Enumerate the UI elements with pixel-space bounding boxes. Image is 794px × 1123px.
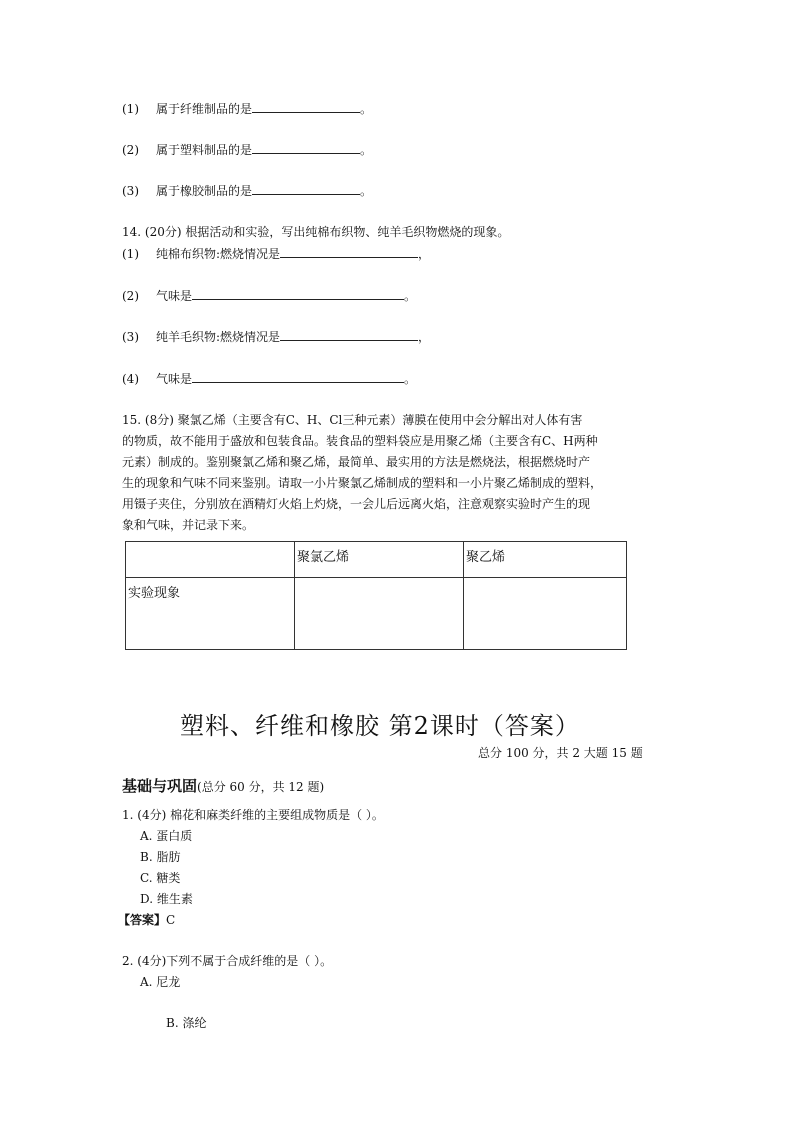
- q13-item-3-num: (3): [122, 184, 139, 198]
- a-q1-answer: [118, 911, 175, 928]
- q13-item-2-num: (2): [122, 143, 139, 157]
- a-q1-answer-value: C: [166, 913, 176, 927]
- q14-stem: 14. (20分) 根据活动和实验，写出纯棉布织物、纯羊毛织物燃烧的现象。: [122, 225, 510, 239]
- a-q1-answer-label: 【答案】: [118, 913, 167, 927]
- a-q2-stem: 2. (4分)下列不属于合成纤维的是（ ）。: [122, 954, 333, 968]
- q14-item-2-blank[interactable]: [192, 287, 404, 300]
- q15-line-2: 的物质，故不能用于盛放和包装食品。装食品的塑料袋应是用聚乙烯（主要含有C、H两种: [122, 434, 598, 448]
- q15-line-6: 象和气味，并记录下来。: [122, 518, 255, 532]
- q14-item-2: [122, 287, 416, 304]
- q13-item-3: [122, 182, 372, 199]
- q14-item-1-blank[interactable]: [280, 245, 418, 258]
- q15-table-header-row: [126, 542, 627, 578]
- q13-item-2-text: 属于塑料制品的是: [156, 143, 253, 157]
- q15-line-4: 生的现象和气味不同来鉴别。请取一小片聚氯乙烯制成的塑料和一小片聚乙烯制成的塑料，: [122, 476, 603, 490]
- a-q1-option-a: A. 蛋白质: [140, 829, 193, 843]
- q14-item-3-blank[interactable]: [280, 328, 418, 341]
- q13-item-3-text: 属于橡胶制品的是: [156, 184, 253, 198]
- a-q1-stem: 1. (4分) 棉花和麻类纤维的主要组成物质是（ ）。: [122, 808, 384, 822]
- q13-item-1: [122, 100, 372, 117]
- a-q2-option-a: A. 尼龙: [140, 975, 181, 989]
- q14-item-2-end: 。: [404, 289, 417, 303]
- section-heading: [122, 775, 324, 796]
- q14-item-1-text: 纯棉布织物:燃烧情况是: [156, 247, 281, 261]
- answer-summary: 总分 100 分，共 2 大题 15 题: [478, 746, 643, 760]
- q14-item-3-end: ，: [418, 330, 431, 344]
- q14-item-3-text: 纯羊毛织物:燃烧情况是: [156, 330, 281, 344]
- q15-table-row: [126, 578, 627, 650]
- section-heading-note: (总分 60 分，共 12 题): [197, 780, 325, 794]
- q15-line-3: 元素）制成的。鉴别聚氯乙烯和聚乙烯，最简单、最实用的方法是燃烧法，根据燃烧时产: [122, 455, 591, 469]
- q14-item-1-end: ，: [418, 247, 431, 261]
- q15-table-header-pe: 聚乙烯: [464, 542, 627, 578]
- answer-title: 塑料、纤维和橡胶 第2课时（答案）: [180, 712, 580, 740]
- q13-item-1-num: (1): [122, 102, 139, 116]
- q13-item-2-blank[interactable]: [252, 141, 360, 154]
- q14-item-3-num: (3): [122, 330, 139, 344]
- q14-item-3: [122, 328, 430, 345]
- q13-item-1-text: 属于纤维制品的是: [156, 102, 253, 116]
- q15-table-header-blank: [126, 542, 295, 578]
- q14-item-4: [122, 370, 416, 387]
- a-q2-option-b: B. 涤纶: [166, 1016, 207, 1030]
- q13-item-1-blank[interactable]: [252, 100, 360, 113]
- q13-item-2: [122, 141, 372, 158]
- q14-item-4-blank[interactable]: [192, 370, 404, 383]
- q15-table-cell-pvc[interactable]: [295, 578, 464, 650]
- q15-experiment-table: [125, 541, 627, 650]
- a-q1-option-d: D. 维生素: [140, 892, 193, 906]
- q14-item-2-text: 气味是: [156, 289, 193, 303]
- q14-item-2-num: (2): [122, 289, 139, 303]
- q14-item-4-end: 。: [404, 372, 417, 386]
- a-q1-option-c: C. 糖类: [140, 871, 181, 885]
- q13-item-2-end: 。: [360, 143, 373, 157]
- q14-item-1-num: (1): [122, 247, 139, 261]
- q13-item-3-blank[interactable]: [252, 182, 360, 195]
- q15-table-header-pvc: 聚氯乙烯: [295, 542, 464, 578]
- q14-item-1: [122, 245, 430, 262]
- a-q1-option-b: B. 脂肪: [140, 850, 181, 864]
- q15-table-row-label: 实验现象: [126, 578, 295, 650]
- q15-table-cell-pe[interactable]: [464, 578, 627, 650]
- q13-item-1-end: 。: [360, 102, 373, 116]
- q15-line-5: 用镊子夹住，分别放在酒精灯火焰上灼烧，一会儿后远离火焰，注意观察实验时产生的现: [122, 497, 591, 511]
- q14-item-4-text: 气味是: [156, 372, 193, 386]
- section-heading-title: 基础与巩固: [122, 777, 198, 795]
- q13-item-3-end: 。: [360, 184, 373, 198]
- q15-line-1: 15. (8分) 聚氯乙烯（主要含有C、H、Cl三种元素）薄膜在使用中会分解出对人体有害: [122, 413, 583, 427]
- q14-item-4-num: (4): [122, 372, 139, 386]
